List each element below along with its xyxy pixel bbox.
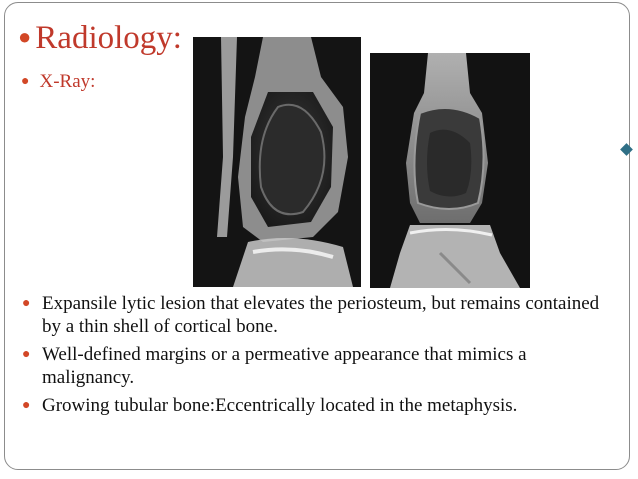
list-item-text: Growing tubular bone:Eccentrically located in the metaphysis. (42, 395, 518, 416)
heading-title: Radiology: (35, 20, 182, 56)
xray-image-frontal (370, 53, 530, 288)
bullet-icon: ● (22, 398, 31, 413)
bullet-icon: ● (21, 74, 30, 89)
bullet-icon: ● (22, 296, 31, 311)
bullet-icon: ● (18, 24, 32, 49)
bullet-list (22, 292, 622, 422)
xray-image-lateral (193, 37, 361, 287)
subheading-label: X-Ray: (39, 71, 96, 92)
list-item (22, 292, 622, 338)
sub-heading (21, 70, 95, 94)
list-item (22, 394, 622, 417)
list-item (22, 343, 622, 389)
list-item-text: Well-defined margins or a permeative appearance that mimics a malignancy. (42, 344, 527, 388)
bullet-icon: ● (22, 347, 31, 362)
list-item-text: Expansile lytic lesion that elevates the periosteum, but remains contained by a thin shell of cortical bone. (42, 293, 600, 337)
slide-heading (18, 18, 182, 57)
